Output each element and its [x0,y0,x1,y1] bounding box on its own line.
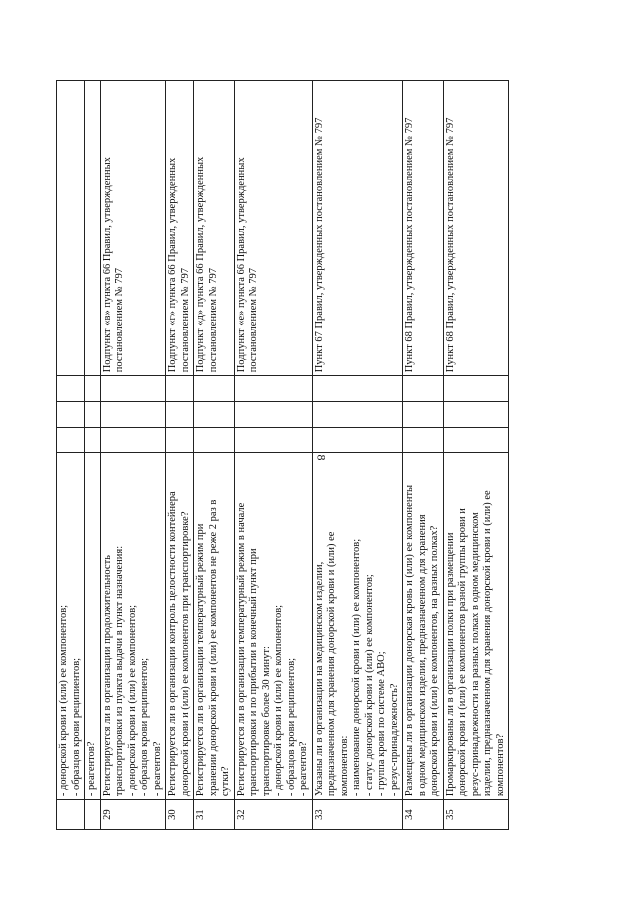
answer-yes-cell[interactable] [443,427,509,453]
row-number [85,800,101,830]
question-line: предназначенном для хранения донорской крови и (или) ее [326,531,337,797]
table-row [166,81,194,830]
table-row [234,81,312,830]
answer-no-cell[interactable] [234,402,312,428]
question-line: - реагентов? [298,741,309,797]
answer-na-cell[interactable] [85,376,101,402]
question-line: Размещены ли в организации донорская кровь и (или) ее компоненты [404,484,415,797]
question-line: - образцов крови реципиентов; [70,657,82,797]
question-line: - резус-принадлежность? [388,683,400,797]
question-line: компонентов: [338,735,350,797]
legal-reference-cell: Подпункт «е» пункта 66 Правил, утвержденных постановлением № 797 [234,81,312,376]
question-line: - донорской крови и (или) ее компонентов; [126,604,138,797]
row-number: 34 [403,800,444,830]
legal-reference-cell: Пункт 67 Правил, утвержденных постановлением № 797 [312,81,403,376]
answer-na-cell[interactable] [166,376,194,402]
question-cell [403,453,444,800]
row-number: 31 [194,800,235,830]
row-number: 33 [312,800,403,830]
question-line: - наименование донорской крови и (или) ее компонентов; [351,538,362,797]
question-cell [194,453,235,800]
legal-reference-cell [57,81,85,376]
question-line: компонентов? [494,733,506,797]
table-row [443,81,509,830]
question-line: Регистрируется ли в организации температурный режим в начале [235,502,247,797]
legal-reference-cell [85,81,101,376]
question-cell [443,453,509,800]
question-line: Указаны ли в организации на медицинском изделии, [313,561,325,797]
question-line: Промаркированы ли в организации полки при размещении [444,532,456,797]
answer-no-cell[interactable] [100,402,166,428]
question-line: Регистрируется ли в организации контроль целостности контейнера [167,491,178,797]
legal-reference-cell: Пункт 68 Правил, утвержденных постановлением № 797 [403,81,444,376]
legal-reference-cell: Подпункт «г» пункта 66 Правил, утвержденных постановлением № 797 [166,81,194,376]
question-line: - образцов крови реципиентов; [285,657,297,797]
answer-na-cell[interactable] [100,376,166,402]
question-line: в одном медицинском изделии, предназначенном для хранения [416,514,428,797]
question-cell [85,453,101,800]
answer-na-cell[interactable] [234,376,312,402]
question-line: - донорской крови и (или) ее компонентов; [273,604,284,797]
table-row [100,81,166,830]
question-cell [234,453,312,800]
table-row [312,81,403,830]
answer-no-cell[interactable] [194,402,235,428]
answer-yes-cell[interactable] [57,427,85,453]
question-line: донорской крови и (или) ее компонентов, на разных полках? [429,525,440,797]
answer-no-cell[interactable] [57,402,85,428]
question-line: Регистрируется ли в организации температурный режим при [195,523,206,797]
answer-yes-cell[interactable] [100,427,166,453]
legal-reference-cell: Подпункт «д» пункта 66 Правил, утвержденных постановлением № 797 [194,81,235,376]
question-line: Регистрируется ли в организации продолжительность [101,555,113,797]
answer-no-cell[interactable] [403,402,444,428]
question-line: - донорской крови и (или) ее компонентов; [58,604,69,797]
answer-yes-cell[interactable] [85,427,101,453]
checklist-table [56,80,509,830]
answer-yes-cell[interactable] [403,427,444,453]
question-cell [166,453,194,800]
question-line: изделии, предназначенном для хранения донорской крови и (или) ее [482,490,493,797]
table-row [403,81,444,830]
answer-na-cell[interactable] [403,376,444,402]
question-line: - группа крови по системе АВО; [376,651,387,797]
table-row [194,81,235,830]
question-line: - статус донорской крови и (или) ее компонентов; [363,574,375,797]
question-line: резус-принадлежности на разных полках в одном медицинском [469,512,481,797]
question-line: - образцов крови реципиентов; [139,657,150,797]
answer-no-cell[interactable] [443,402,509,428]
question-line: донорской крови и (или) ее компонентов разной группы крови и [457,508,468,797]
row-number: 29 [100,800,166,830]
page-number: 8 [314,454,329,461]
answer-no-cell[interactable] [166,402,194,428]
answer-yes-cell[interactable] [234,427,312,453]
question-cell [57,453,85,800]
answer-na-cell[interactable] [194,376,235,402]
row-number: 32 [234,800,312,830]
answer-yes-cell[interactable] [194,427,235,453]
question-line: сутки? [220,766,231,797]
answer-yes-cell[interactable] [166,427,194,453]
table-row [57,81,85,830]
row-number: 30 [166,800,194,830]
question-line: транспортировки из пункта выдачи в пункт назначения: [114,545,125,797]
question-line: транспортировки и по прибытии в конечный пункт при [248,548,259,797]
answer-yes-cell[interactable] [312,427,403,453]
question-line: транспортировке более 30 минут: [260,646,272,797]
legal-reference-cell: Подпункт «в» пункта 66 Правил, утвержденных постановлением № 797 [100,81,166,376]
question-line: - реагентов? [151,741,163,797]
answer-na-cell[interactable] [57,376,85,402]
answer-na-cell[interactable] [312,376,403,402]
question-line: донорской крови и (или) ее компонентов при транспортировке? [179,511,191,797]
row-number: 35 [443,800,509,830]
table-row [85,81,101,830]
question-line: - реагентов? [86,741,97,797]
answer-no-cell[interactable] [312,402,403,428]
rotated-table-wrapper [56,80,576,830]
question-line: хранении донорской крови и (или) ее компонентов не реже 2 раз в [207,499,219,797]
row-number [57,800,85,830]
question-cell [100,453,166,800]
question-cell [312,453,403,800]
answer-na-cell[interactable] [443,376,509,402]
answer-no-cell[interactable] [85,402,101,428]
legal-reference-cell: Пункт 68 Правил, утвержденных постановлением № 797 [443,81,509,376]
